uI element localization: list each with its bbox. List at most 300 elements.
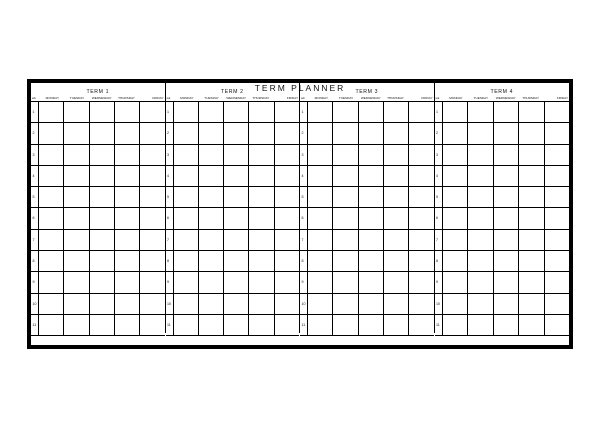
day-cell[interactable] [308,272,333,292]
week-number: 3 [435,145,443,165]
day-cell[interactable] [333,166,358,186]
day-cell[interactable] [64,208,89,228]
day-cell[interactable] [39,145,64,165]
day-cell[interactable] [275,123,299,143]
day-cell[interactable] [64,166,89,186]
day-cell[interactable] [224,251,249,271]
day-cell[interactable] [224,272,249,292]
day-cell[interactable] [199,187,224,207]
week-row [166,271,300,292]
day-cell[interactable] [140,208,164,228]
day-cell[interactable] [140,102,164,122]
week-row [166,314,300,335]
day-cell[interactable] [308,145,333,165]
week-row [166,122,300,143]
day-cell[interactable] [275,208,299,228]
day-cell[interactable] [115,208,140,228]
week-number: 10 [31,294,39,314]
day-cell[interactable] [443,145,469,165]
day-header: FRIDAY [421,96,433,100]
day-cell[interactable] [359,187,384,207]
day-cell[interactable] [494,230,520,250]
day-cell[interactable] [359,208,384,228]
week-grid [31,101,165,336]
week-number: 6 [31,208,39,228]
day-cell[interactable] [409,272,433,292]
day-cell[interactable] [140,123,164,143]
day-cell[interactable] [443,102,469,122]
day-cell[interactable] [468,166,494,186]
day-cell[interactable] [275,166,299,186]
week-number: 4 [166,166,174,186]
day-cell[interactable] [468,272,494,292]
day-cell[interactable] [249,166,274,186]
day-cell[interactable] [359,294,384,314]
day-cell[interactable] [249,208,274,228]
day-cell[interactable] [115,145,140,165]
week-number: 6 [300,208,308,228]
day-cell[interactable] [494,187,520,207]
week-row [300,122,434,143]
day-cell[interactable] [545,208,570,228]
week-number: 2 [31,123,39,143]
day-cell[interactable] [333,208,358,228]
day-cell[interactable] [468,123,494,143]
day-cell[interactable] [64,123,89,143]
day-cell[interactable] [115,251,140,271]
day-cell[interactable] [519,230,545,250]
week-row [435,293,570,314]
day-cell[interactable] [140,294,164,314]
day-cell[interactable] [443,123,469,143]
day-cell[interactable] [409,208,433,228]
week-number: 7 [31,230,39,250]
day-cell[interactable] [199,251,224,271]
day-cell[interactable] [545,272,570,292]
day-cell[interactable] [90,272,115,292]
day-cell[interactable] [359,230,384,250]
day-cell[interactable] [443,166,469,186]
day-cell[interactable] [174,315,199,335]
day-cell[interactable] [90,230,115,250]
day-cell[interactable] [39,166,64,186]
day-cell[interactable] [224,294,249,314]
day-cell[interactable] [308,294,333,314]
day-cell[interactable] [199,208,224,228]
day-cell[interactable] [174,251,199,271]
day-cell[interactable] [140,315,164,335]
week-number: 8 [300,251,308,271]
day-cell[interactable] [468,102,494,122]
week-row [300,165,434,186]
day-cell[interactable] [545,166,570,186]
day-cell[interactable] [545,187,570,207]
day-cell[interactable] [494,102,520,122]
week-number: 4 [31,166,39,186]
day-cell[interactable] [545,123,570,143]
day-cell[interactable] [249,145,274,165]
week-row [300,293,434,314]
week-number: 4 [300,166,308,186]
day-cell[interactable] [115,166,140,186]
day-cell[interactable] [519,315,545,335]
week-grid [435,101,570,336]
day-header: TUESDAY [473,96,489,100]
term-title: TERM 2 [220,89,244,95]
day-cell[interactable] [174,208,199,228]
day-cell[interactable] [308,230,333,250]
day-cell[interactable] [174,294,199,314]
day-cell[interactable] [384,251,409,271]
day-cell[interactable] [199,294,224,314]
day-cell[interactable] [249,272,274,292]
week-row [31,122,165,143]
week-row [166,144,300,165]
day-cell[interactable] [308,315,333,335]
day-cell[interactable] [409,187,433,207]
day-cell[interactable] [224,187,249,207]
week-label: wk [32,96,36,100]
day-cell[interactable] [174,187,199,207]
day-cell[interactable] [333,145,358,165]
day-cell[interactable] [39,123,64,143]
day-cell[interactable] [443,294,469,314]
week-row [31,207,165,228]
day-cell[interactable] [174,230,199,250]
day-cell[interactable] [224,102,249,122]
day-cell[interactable] [140,187,164,207]
week-row [166,293,300,314]
week-row [31,144,165,165]
day-cell[interactable] [140,166,164,186]
week-number: 1 [300,102,308,122]
term-planner-board [27,79,573,349]
day-cell[interactable] [115,315,140,335]
day-cell[interactable] [468,145,494,165]
day-cell[interactable] [409,294,433,314]
day-cell[interactable] [308,166,333,186]
week-number: 8 [31,251,39,271]
day-cell[interactable] [333,315,358,335]
day-cell[interactable] [519,251,545,271]
day-cell[interactable] [39,102,64,122]
day-cell[interactable] [468,294,494,314]
day-cell[interactable] [409,230,433,250]
day-cell[interactable] [249,315,274,335]
day-header: TUESDAY [69,96,85,100]
day-cell[interactable] [494,208,520,228]
day-cell[interactable] [333,294,358,314]
day-cell[interactable] [275,230,299,250]
day-cell[interactable] [545,251,570,271]
day-cell[interactable] [249,251,274,271]
day-cell[interactable] [468,187,494,207]
day-cell[interactable] [64,272,89,292]
day-cell[interactable] [90,123,115,143]
week-row [166,229,300,250]
week-number: 7 [435,230,443,250]
day-header: MONDAY [45,96,60,100]
day-cell[interactable] [359,315,384,335]
day-cell[interactable] [409,123,433,143]
day-cell[interactable] [64,294,89,314]
day-cell[interactable] [333,230,358,250]
day-cell[interactable] [39,251,64,271]
day-cell[interactable] [443,208,469,228]
day-cell[interactable] [468,315,494,335]
day-cell[interactable] [494,272,520,292]
day-cell[interactable] [443,315,469,335]
day-cell[interactable] [224,145,249,165]
day-cell[interactable] [115,294,140,314]
day-cell[interactable] [90,315,115,335]
day-cell[interactable] [333,187,358,207]
week-row [31,186,165,207]
day-header: TUESDAY [204,96,219,100]
day-cell[interactable] [519,272,545,292]
day-cell[interactable] [308,123,333,143]
day-cell[interactable] [174,166,199,186]
day-cell[interactable] [494,315,520,335]
week-number: 7 [166,230,174,250]
day-cell[interactable] [64,315,89,335]
day-cell[interactable] [39,294,64,314]
week-number: 6 [166,208,174,228]
day-cell[interactable] [174,272,199,292]
week-row [31,314,165,335]
day-cell[interactable] [468,230,494,250]
day-cell[interactable] [39,187,64,207]
day-cell[interactable] [409,145,433,165]
day-cell[interactable] [249,187,274,207]
grid-bottom-line [31,335,165,336]
week-number: 11 [166,315,174,335]
day-cell[interactable] [275,294,299,314]
day-cell[interactable] [443,187,469,207]
day-cell[interactable] [224,166,249,186]
day-cell[interactable] [443,230,469,250]
day-cell[interactable] [359,123,384,143]
day-cell[interactable] [64,251,89,271]
day-cell[interactable] [64,145,89,165]
term-title: TERM 1 [86,89,110,95]
day-cell[interactable] [443,251,469,271]
day-cell[interactable] [90,145,115,165]
day-cell[interactable] [140,272,164,292]
day-cell[interactable] [359,145,384,165]
day-cell[interactable] [224,208,249,228]
day-header: WEDNESDAY [360,96,381,100]
day-cell[interactable] [224,230,249,250]
day-cell[interactable] [409,315,433,335]
day-cell[interactable] [199,230,224,250]
day-cell[interactable] [199,123,224,143]
day-cell[interactable] [384,187,409,207]
day-cell[interactable] [384,123,409,143]
week-label: wk [166,96,171,100]
day-cell[interactable] [174,123,199,143]
day-cell[interactable] [90,187,115,207]
day-cell[interactable] [468,251,494,271]
day-cell[interactable] [333,272,358,292]
week-number: 5 [31,187,39,207]
day-cell[interactable] [519,166,545,186]
day-cell[interactable] [115,187,140,207]
day-cell[interactable] [519,294,545,314]
week-row [300,271,434,292]
day-cell[interactable] [39,315,64,335]
week-row [300,314,434,335]
day-header: WEDNESDAY [495,96,516,100]
day-cell[interactable] [359,251,384,271]
day-cell[interactable] [308,187,333,207]
week-row [435,250,570,271]
day-cell[interactable] [64,230,89,250]
day-cell[interactable] [384,102,409,122]
day-cell[interactable] [308,208,333,228]
day-cell[interactable] [115,230,140,250]
day-cell[interactable] [140,145,164,165]
week-number: 4 [435,166,443,186]
day-cell[interactable] [115,123,140,143]
day-cell[interactable] [494,166,520,186]
week-row [300,229,434,250]
day-header: MONDAY [449,96,463,100]
day-cell[interactable] [199,272,224,292]
day-cell[interactable] [308,251,333,271]
day-cell[interactable] [333,251,358,271]
week-label: wk [301,96,305,100]
week-number: 3 [31,145,39,165]
day-cell[interactable] [275,251,299,271]
day-cell[interactable] [384,145,409,165]
day-cell[interactable] [249,123,274,143]
day-cell[interactable] [494,123,520,143]
day-cell[interactable] [39,230,64,250]
week-row [300,250,434,271]
day-cell[interactable] [409,102,433,122]
day-cell[interactable] [249,102,274,122]
week-number: 11 [435,315,443,335]
week-number: 5 [300,187,308,207]
day-cell[interactable] [384,230,409,250]
day-cell[interactable] [199,166,224,186]
day-cell[interactable] [249,294,274,314]
week-row [31,271,165,292]
day-cell[interactable] [333,102,358,122]
day-cell[interactable] [494,294,520,314]
day-cell[interactable] [384,272,409,292]
day-header: FRIDAY [556,96,569,100]
day-cell[interactable] [519,187,545,207]
week-row [435,165,570,186]
day-cell[interactable] [199,315,224,335]
day-cell[interactable] [519,123,545,143]
day-cell[interactable] [443,272,469,292]
day-cell[interactable] [275,272,299,292]
term-column-4 [435,83,570,333]
planner-title: TERM PLANNER [254,83,346,93]
day-cell[interactable] [545,145,570,165]
day-cell[interactable] [545,230,570,250]
day-cell[interactable] [494,251,520,271]
week-row [435,144,570,165]
day-header: THURSDAY [522,96,540,100]
day-cell[interactable] [275,145,299,165]
week-number: 5 [435,187,443,207]
day-cell[interactable] [140,230,164,250]
day-cell[interactable] [409,166,433,186]
week-number: 11 [31,315,39,335]
day-cell[interactable] [519,102,545,122]
day-cell[interactable] [224,315,249,335]
day-cell[interactable] [545,315,570,335]
day-cell[interactable] [249,230,274,250]
day-cell[interactable] [199,102,224,122]
day-cell[interactable] [468,208,494,228]
day-cell[interactable] [90,208,115,228]
day-cell[interactable] [519,208,545,228]
day-cell[interactable] [90,166,115,186]
day-cell[interactable] [64,187,89,207]
day-cell[interactable] [384,315,409,335]
day-cell[interactable] [224,123,249,143]
day-header: FRIDAY [286,96,299,100]
day-header: THURSDAY [387,96,404,100]
day-cell[interactable] [174,102,199,122]
week-number: 8 [435,251,443,271]
day-cell[interactable] [275,315,299,335]
week-row [435,314,570,335]
day-cell[interactable] [545,102,570,122]
day-cell[interactable] [115,102,140,122]
day-cell[interactable] [545,294,570,314]
day-cell[interactable] [174,145,199,165]
day-cell[interactable] [519,145,545,165]
week-number: 2 [300,123,308,143]
day-cell[interactable] [384,294,409,314]
week-number: 5 [166,187,174,207]
day-cell[interactable] [333,123,358,143]
day-cell[interactable] [384,208,409,228]
day-cell[interactable] [275,187,299,207]
day-cell[interactable] [494,145,520,165]
day-cell[interactable] [64,102,89,122]
term-column-2 [166,83,301,333]
day-cell[interactable] [359,102,384,122]
week-number: 3 [300,145,308,165]
day-cell[interactable] [39,208,64,228]
day-cell[interactable] [359,166,384,186]
day-cell[interactable] [90,102,115,122]
day-cell[interactable] [140,251,164,271]
week-row [166,186,300,207]
day-cell[interactable] [384,166,409,186]
day-cell[interactable] [115,272,140,292]
day-cell[interactable] [90,294,115,314]
day-cell[interactable] [308,102,333,122]
day-cell[interactable] [199,145,224,165]
day-cell[interactable] [359,272,384,292]
day-cell[interactable] [39,272,64,292]
day-cell[interactable] [409,251,433,271]
day-header: WEDNESDAY [91,96,112,100]
week-row [435,186,570,207]
day-cell[interactable] [90,251,115,271]
grid-bottom-line [166,335,300,336]
day-cell[interactable] [275,102,299,122]
week-row [435,229,570,250]
